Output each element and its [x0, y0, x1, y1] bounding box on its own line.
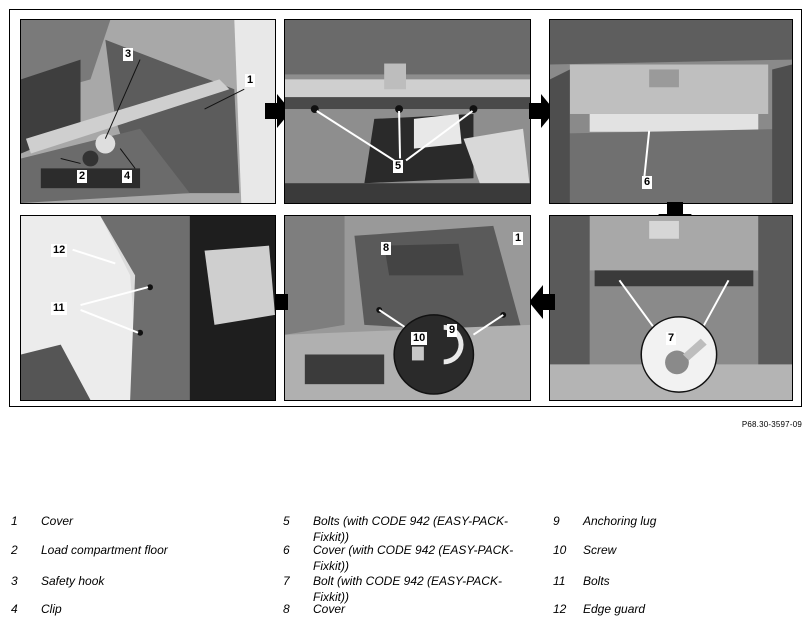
photo-edge-guard-bolts [20, 215, 276, 401]
legend-text: Load compartment floor [41, 543, 168, 557]
callout-1: 1 [515, 232, 522, 244]
legend-number: 7 [283, 574, 290, 588]
legend-number: 12 [553, 602, 567, 616]
legend-text: Safety hook [41, 574, 105, 588]
legend-number: 3 [11, 574, 18, 588]
callout-12: 12 [53, 244, 66, 256]
callout-2: 2 [79, 170, 86, 182]
callout-3: 3 [125, 48, 132, 60]
photo-cover-easy-pack [549, 19, 793, 204]
legend-text: Edge guard [583, 602, 646, 616]
legend-text: Clip [41, 602, 62, 616]
callout-11: 11 [53, 302, 65, 314]
legend-number: 2 [11, 543, 18, 557]
callout-7: 7 [668, 332, 675, 344]
legend-number: 1 [11, 514, 18, 528]
legend-number: 5 [283, 514, 290, 528]
callout-9: 9 [449, 324, 456, 336]
callout-10: 10 [413, 332, 426, 344]
legend-text: Cover (with CODE 942 (EASY-PACK-Fixkit)) [313, 543, 514, 573]
legend-text: Screw [583, 543, 617, 557]
callout-6: 6 [644, 176, 651, 188]
legend-number: 9 [553, 514, 560, 528]
figure-frame [9, 9, 802, 407]
legend-number: 11 [553, 574, 566, 588]
legend-text: Cover [313, 602, 346, 616]
photo-load-compartment-cover [20, 19, 276, 204]
photo-bolt-detail [549, 215, 793, 401]
legend-text: Cover [41, 514, 74, 528]
figure-reference: P68.30-3597-09 [741, 420, 802, 429]
arrow-left-icon [529, 285, 555, 319]
legend-number: 6 [283, 543, 290, 557]
legend-text: Bolts [583, 574, 610, 588]
callout-8: 8 [383, 242, 390, 254]
legend-text: Anchoring lug [583, 514, 657, 528]
callout-5: 5 [395, 160, 402, 172]
legend-text: Bolt (with CODE 942 (EASY-PACK-Fixkit)) [313, 574, 502, 604]
legend-number: 8 [283, 602, 290, 616]
legend-text: Bolts (with CODE 942 (EASY-PACK-Fixkit)) [313, 514, 508, 544]
callout-1: 1 [247, 74, 254, 86]
photo-bolts-easy-pack [284, 19, 531, 204]
callout-4: 4 [124, 170, 131, 182]
legend-number: 4 [11, 602, 18, 616]
legend-number: 10 [553, 543, 567, 557]
photo-anchoring-lug-screw [284, 215, 531, 401]
